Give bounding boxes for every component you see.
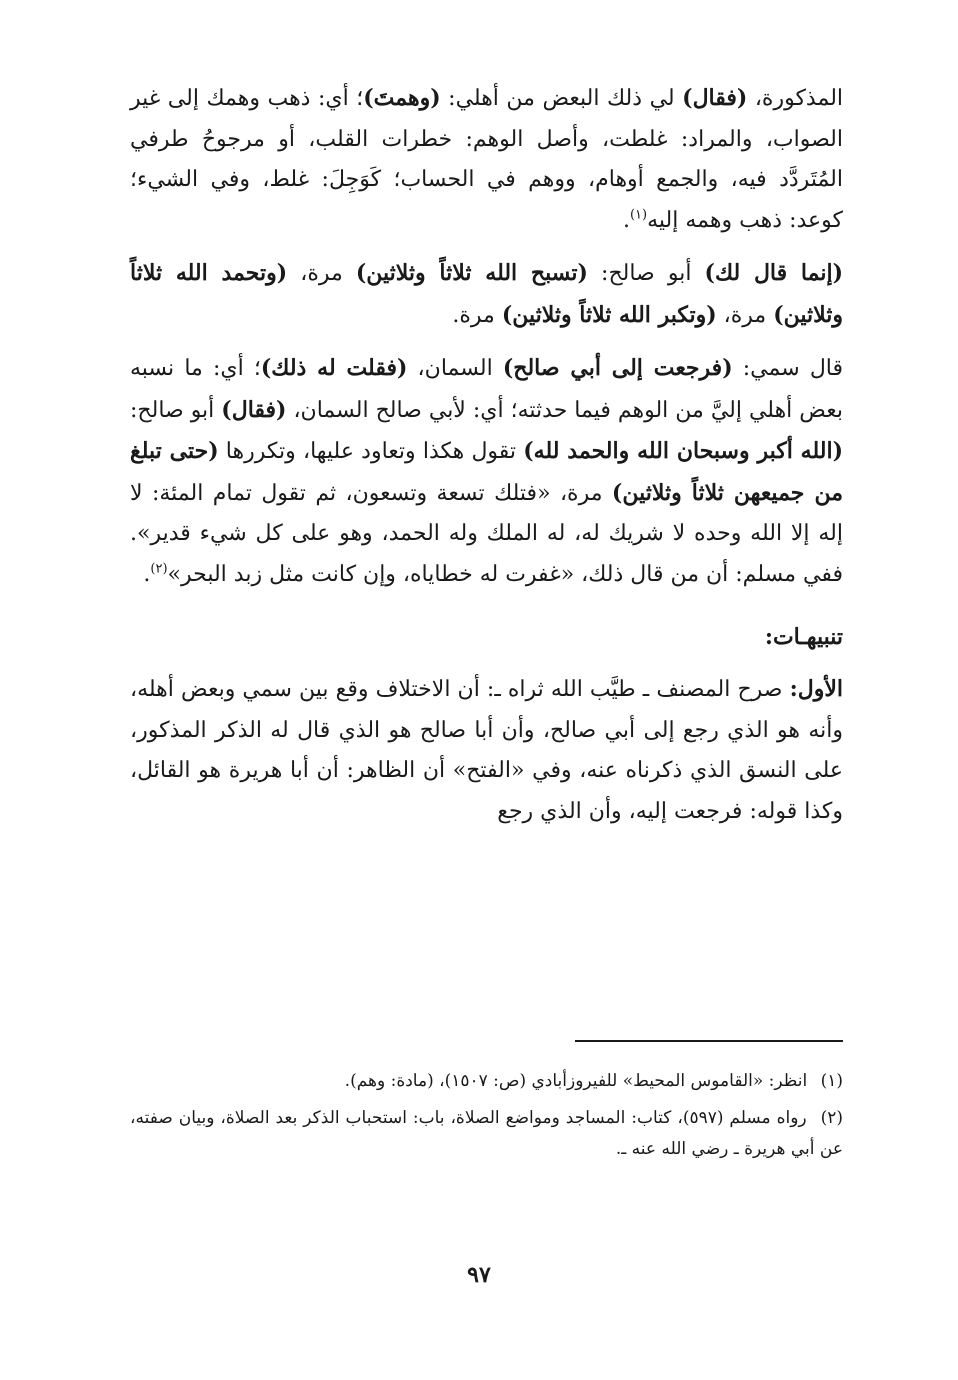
footnote-text: رواه مسلم (٥٩٧)، كتاب: المساجد ومواضع الصلاة، باب: استحباب الذكر بعد الصلاة، وبيان صفته، عن أبي هريرة ـ رضي الله عنه ـ. [130, 1108, 843, 1159]
bold-text: (فقلت له ذلك) [260, 355, 408, 381]
page-body [130, 78, 843, 832]
footnote-ref: (١) [629, 207, 648, 223]
text-run: مرة. [452, 302, 502, 328]
footnote [130, 1103, 843, 1165]
bold-text: (حتى تبلغ من جميعهن ثلاثاً وثلاثين) [130, 438, 843, 506]
bold-text: (وتكبر الله ثلاثاً وثلاثين) [501, 301, 717, 328]
text-run: مرة، [716, 302, 774, 328]
footnotes [130, 1066, 843, 1171]
text-run: صرح المصنف ـ طيَّب الله ثراه ـ: أن الاختلاف وقع بين سمي وبعض أهله، وأنه هو الذي رجع إلى أبي صالح، وأن أبا صالح هو الذي قال له الذكر المذكور، على النسق الذي ذكرناه عنه، وفي «الفتح» أن الظاهر: أن أبا هريرة هو القائل، وكذا قوله: فرجعت إليه، وأن الذي رجع [130, 677, 843, 824]
footnote-text: انظر: «القاموس المحيط» للفيروزأبادي (ص: ١٥٠٧)، (مادة: وهم). [344, 1071, 808, 1091]
footnote [130, 1066, 843, 1097]
section-heading: تنبيهـات: [764, 624, 843, 650]
text-run: لي ذلك البعض من أهلي: [440, 86, 683, 111]
text-run: مرة، «فتلك تسعة وتسعون، ثم تقول تمام المئة: لا إله إلا الله وحده لا شريك له، له الملك وله الحمد، وهو على كل شيء قدير». ففي مسلم: أن من قال ذلك، «غفرت له خطاياه، وإن كانت مثل زبد البحر» [130, 480, 843, 587]
bold-text: (وتحمد الله ثلاثاً وثلاثين) [130, 260, 843, 328]
bold-text: (الله أكبر وسبحان الله والحمد لله) [523, 438, 843, 464]
text-run: مرة، [287, 261, 356, 286]
text-run: تقول هكذا وتعاود عليها، وتكررها [218, 439, 524, 464]
text-run: السمان، [407, 356, 503, 381]
text-run: المذكورة، [747, 86, 844, 111]
paragraph [130, 78, 843, 241]
text-run: . [143, 561, 151, 587]
bold-text: (فرجعت إلى أبي صالح) [502, 355, 733, 381]
footnote-divider [575, 1040, 843, 1042]
bold-text: (تسبح الله ثلاثاً وثلاثين) [355, 260, 588, 286]
page-number: ٩٧ [467, 1262, 491, 1288]
bold-text: (فقال) [682, 85, 748, 111]
text-run: ؛ أي: ذهب وهمك إلى غير الصواب، والمراد: غلطت، وأصل الوهم: خطرات القلب، أو مرجوحُ طرفي المُتَردَّد فيه، والجمع أوهام، ووهم في الحساب؛ كَوَجِلَ: غلط، وفي الشيء؛ كوعد: ذهب وهمه إليه [130, 86, 843, 233]
footnote-number: (٢) [820, 1108, 844, 1128]
footnote-number: (١) [820, 1071, 843, 1091]
bold-text: (وهمتَ) [363, 85, 441, 111]
bold-text: الأول: [789, 676, 843, 702]
paragraph [130, 669, 843, 832]
text-run: أبو صالح: [587, 261, 705, 286]
bold-text: (فقال) [221, 396, 287, 423]
paragraph [130, 348, 843, 595]
text-run: قال سمي: [732, 356, 844, 381]
text-run: ؛ أي: ما نسبه بعض أهلي إليَّ من الوهم فيما حدثته؛ أي: لأبي صالح السمان، [130, 356, 843, 423]
paragraph [130, 253, 843, 336]
footnote-ref: (٢) [150, 561, 168, 577]
bold-text: (إنما قال لك) [704, 260, 843, 286]
text-run: . [622, 207, 630, 233]
text-run: أبو صالح: [130, 397, 222, 423]
